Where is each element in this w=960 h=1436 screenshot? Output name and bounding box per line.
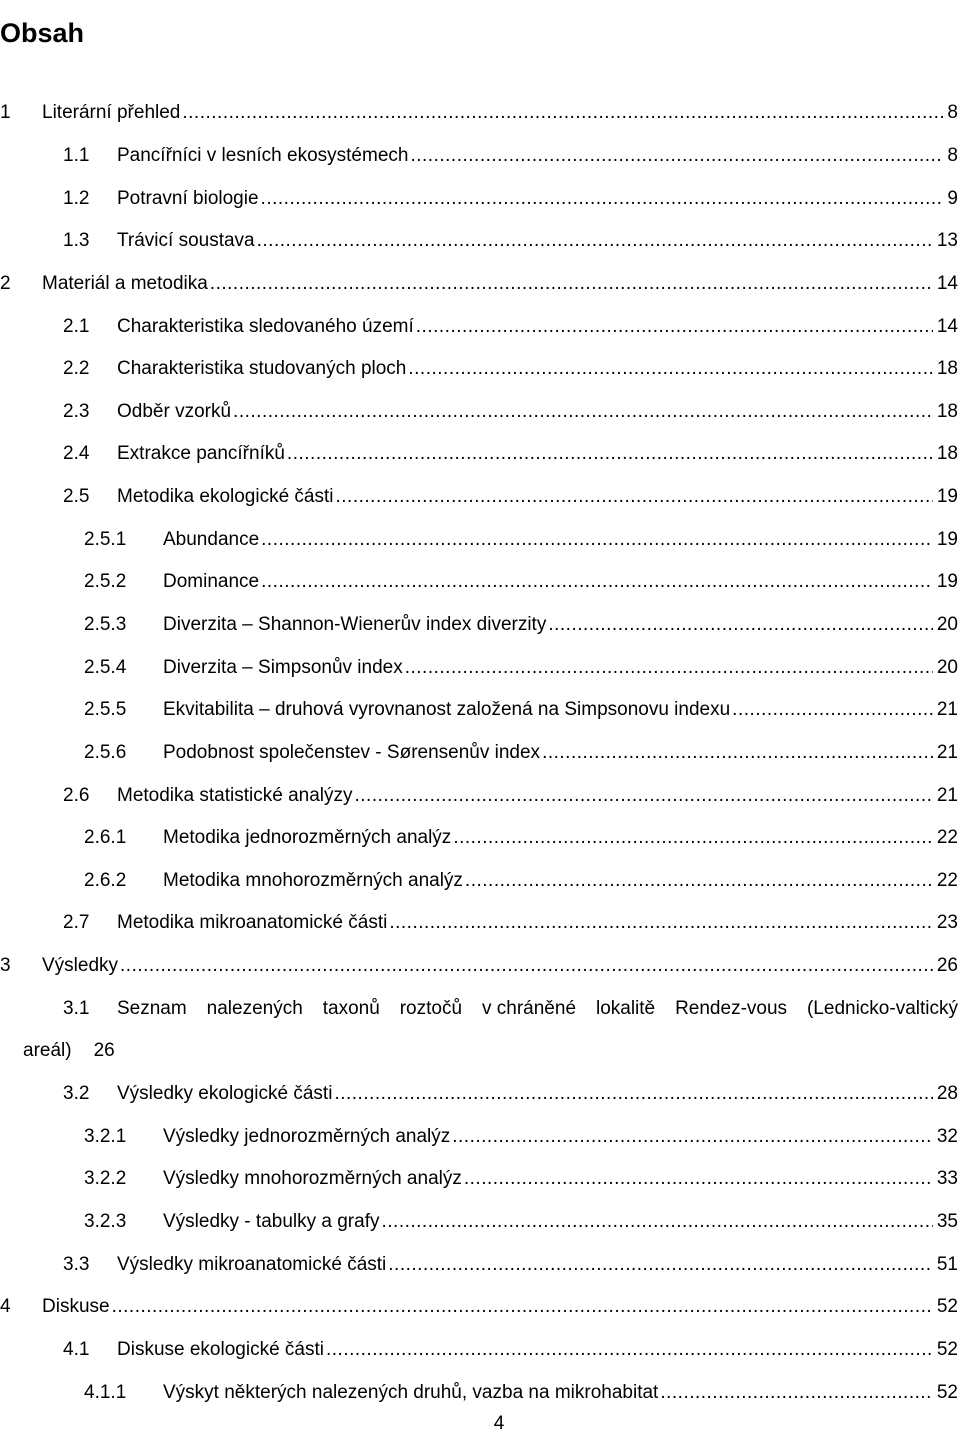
- toc-entry[interactable]: [0, 220, 960, 263]
- toc-entry-number: 2.5: [63, 486, 90, 508]
- toc-entry-number: 3.2.1: [84, 1125, 127, 1147]
- toc-entry-title: Charakteristika studovaných ploch: [117, 358, 407, 380]
- toc-entry-title: Extrakce pancířníků: [117, 443, 285, 465]
- toc-entry-number: 3.2.2: [84, 1168, 127, 1190]
- toc-dot-leader: [405, 657, 933, 679]
- toc-entry-title: Literární přehled: [42, 102, 181, 124]
- table-of-contents: [0, 92, 960, 1414]
- toc-entry[interactable]: [0, 518, 960, 561]
- toc-dot-leader: [355, 785, 933, 807]
- toc-entry-title: Výsledky mikroanatomické části: [117, 1253, 387, 1275]
- toc-entry-number: 2.6.2: [84, 869, 127, 891]
- toc-dot-leader: [334, 1083, 932, 1105]
- toc-entry-page: 19: [936, 486, 958, 508]
- toc-entry-title: Podobnost společenstev - Sørensenův index: [163, 741, 541, 763]
- toc-entry[interactable]: [0, 1286, 960, 1329]
- toc-entry[interactable]: [0, 1329, 960, 1372]
- toc-entry-page: 14: [936, 315, 958, 337]
- toc-entry[interactable]: [0, 646, 960, 689]
- toc-entry-number: 1.1: [63, 144, 90, 166]
- toc-dot-leader: [326, 1339, 933, 1361]
- toc-part-1: [0, 92, 960, 987]
- toc-entry-number: 2: [0, 272, 11, 294]
- toc-entry[interactable]: [0, 1371, 960, 1414]
- toc-entry-page: 51: [936, 1253, 958, 1275]
- toc-dot-leader: [464, 1168, 933, 1190]
- toc-entry-page: 21: [936, 784, 958, 806]
- toc-entry-title: Ekvitabilita – druhová vyrovnanost založená na Simpsonovu indexu: [163, 699, 731, 721]
- toc-entry-page: 23: [936, 912, 958, 934]
- toc-entry-page: 22: [936, 827, 958, 849]
- toc-entry-title: Metodika jednorozměrných analýz: [163, 827, 452, 849]
- toc-entry-title: Charakteristika sledovaného území: [117, 315, 414, 337]
- toc-dot-leader: [112, 1296, 933, 1318]
- toc-dot-leader: [416, 316, 933, 338]
- toc-entry-number: 3: [0, 955, 11, 977]
- toc-entry-wrapped[interactable]: [0, 987, 960, 1030]
- toc-entry-number: 4.1.1: [84, 1381, 127, 1403]
- toc-entry-title: Výsledky mnohorozměrných analýz: [163, 1168, 462, 1190]
- toc-entry-page: 21: [936, 741, 958, 763]
- toc-entry-title: Odběr vzorků: [117, 400, 232, 422]
- toc-entry-page: 52: [936, 1381, 958, 1403]
- toc-entry-page: 52: [936, 1338, 958, 1360]
- toc-dot-leader: [261, 571, 933, 593]
- toc-entry-wrapped-continuation[interactable]: [0, 1030, 960, 1073]
- page-title: Obsah: [0, 18, 85, 49]
- toc-entry-title: Dominance: [163, 571, 260, 593]
- toc-entry-title: Diskuse: [42, 1296, 110, 1318]
- toc-entry-title: Výsledky: [42, 955, 119, 977]
- toc-dot-leader: [388, 1254, 933, 1276]
- toc-dot-leader: [452, 1126, 933, 1148]
- toc-entry[interactable]: [0, 92, 960, 135]
- toc-entry-title: Metodika statistické analýzy: [117, 784, 353, 806]
- toc-entry-page: 18: [936, 358, 958, 380]
- toc-dot-leader: [287, 443, 933, 465]
- toc-entry[interactable]: [0, 817, 960, 860]
- toc-entry[interactable]: [0, 1158, 960, 1201]
- toc-entry[interactable]: [0, 902, 960, 945]
- toc-entry-number: 1.3: [63, 230, 90, 252]
- toc-entry-number: 2.5.1: [84, 528, 127, 550]
- toc-entry-title: Diverzita – Shannon-Wienerův index diverzity: [163, 614, 547, 635]
- toc-entry-title-word: (Lednicko-valtický: [806, 997, 958, 1019]
- toc-entry[interactable]: [0, 1201, 960, 1244]
- toc-entry-number: 3.2.3: [84, 1210, 127, 1232]
- toc-entry-page: 32: [936, 1125, 958, 1147]
- toc-dot-leader: [120, 955, 933, 977]
- toc-entry[interactable]: [0, 945, 960, 988]
- toc-entry-title-word: lokalitě: [595, 997, 656, 1019]
- toc-entry-number: 2.5.4: [84, 656, 127, 678]
- toc-dot-leader: [408, 358, 932, 380]
- toc-entry-number: 1.2: [63, 187, 90, 209]
- toc-entry-number: 4.1: [63, 1338, 90, 1360]
- toc-entry[interactable]: [0, 1073, 960, 1116]
- toc-entry-number: 2.5.5: [84, 699, 127, 721]
- toc-entry-page: 14: [936, 272, 958, 294]
- toc-part-2: [0, 1073, 960, 1414]
- toc-entry-title: Metodika mnohorozměrných analýz: [163, 869, 463, 891]
- toc-entry-page: 18: [936, 443, 958, 465]
- toc-entry[interactable]: [0, 774, 960, 817]
- toc-entry-number: 3.2: [63, 1083, 90, 1105]
- toc-entry-page: 13: [936, 230, 958, 252]
- toc-entry-number: 2.5.2: [84, 571, 127, 593]
- toc-entry[interactable]: [0, 604, 960, 647]
- toc-entry-page: 22: [936, 869, 958, 891]
- toc-entry-title: Diverzita – Simpsonův index: [163, 656, 403, 678]
- toc-entry[interactable]: [0, 860, 960, 903]
- toc-dot-leader: [261, 529, 933, 551]
- toc-entry-title: Metodika ekologické části: [117, 486, 334, 508]
- toc-entry-title-word: nalezených: [206, 997, 303, 1019]
- toc-dot-leader: [261, 188, 944, 210]
- toc-dot-leader: [257, 230, 933, 252]
- toc-entry[interactable]: [0, 433, 960, 476]
- toc-entry[interactable]: [0, 476, 960, 519]
- toc-entry-title: Výsledky ekologické části: [117, 1083, 333, 1105]
- toc-entry-title-word: Seznam: [117, 997, 187, 1019]
- toc-dot-leader: [336, 486, 933, 508]
- toc-entry-title: Materiál a metodika: [42, 272, 208, 294]
- toc-entry-number: 2.7: [63, 912, 90, 934]
- toc-entry-page: 19: [936, 528, 958, 550]
- toc-entry-title: [117, 998, 960, 1020]
- toc-entry-page: 20: [936, 656, 958, 678]
- toc-entry-page: 35: [936, 1210, 958, 1232]
- page-number: 4: [493, 1413, 505, 1434]
- toc-entry-title-word: taxonů: [322, 997, 380, 1019]
- toc-entry-number: 2.5.3: [84, 614, 127, 635]
- toc-entry-number: 2.2: [63, 358, 90, 380]
- toc-entry-page: 9: [947, 187, 958, 209]
- toc-entry-title: Abundance: [163, 528, 260, 550]
- toc-dot-leader: [732, 699, 933, 721]
- toc-entry[interactable]: [0, 305, 960, 348]
- toc-dot-leader: [389, 912, 933, 934]
- toc-entry-title: Potravní biologie: [117, 187, 259, 209]
- toc-entry-number: 2.1: [63, 315, 90, 337]
- toc-entry-number: 3.3: [63, 1253, 90, 1275]
- toc-entry[interactable]: [0, 135, 960, 178]
- toc-dot-leader: [542, 742, 933, 764]
- toc-entry[interactable]: [0, 1243, 960, 1286]
- toc-entry-title: Pancířníci v lesních ekosystémech: [117, 144, 409, 166]
- toc-entry-title-word: Rendez-vous: [675, 997, 788, 1019]
- toc-entry[interactable]: [0, 177, 960, 220]
- toc-entry[interactable]: [0, 732, 960, 775]
- toc-dot-leader: [660, 1382, 933, 1404]
- toc-entry-title: Trávicí soustava: [117, 230, 255, 252]
- toc-entry-title: Diskuse ekologické části: [117, 1338, 324, 1360]
- toc-dot-leader: [381, 1211, 932, 1233]
- toc-entry-title: Výskyt některých nalezených druhů, vazba na mikrohabitat: [163, 1381, 659, 1403]
- toc-entry-page: 33: [936, 1168, 958, 1190]
- toc-entry-page: 20: [936, 614, 958, 635]
- toc-entry[interactable]: [0, 689, 960, 732]
- toc-entry[interactable]: [0, 348, 960, 391]
- toc-dot-leader: [233, 401, 933, 423]
- toc-entry-number: 2.3: [63, 400, 90, 422]
- toc-entry-title-word: roztočů: [399, 997, 463, 1019]
- toc-dot-leader: [548, 614, 933, 636]
- toc-entry-title: Metodika mikroanatomické části: [117, 912, 388, 934]
- toc-entry-title: Výsledky - tabulky a grafy: [163, 1210, 380, 1232]
- toc-entry-number: 1: [0, 102, 11, 124]
- toc-entry-number: 4: [0, 1296, 11, 1318]
- toc-entry-title-word: v chráněné: [482, 997, 577, 1019]
- toc-entry-title: Výsledky jednorozměrných analýz: [163, 1125, 451, 1147]
- toc-entry-page: 28: [936, 1083, 958, 1105]
- toc-entry-number: 2.6: [63, 784, 90, 806]
- toc-dot-leader: [182, 102, 943, 124]
- toc-entry-title-continuation: areál): [23, 1040, 72, 1062]
- toc-entry-number: 2.5.6: [84, 741, 127, 763]
- toc-entry-number: 2.6.1: [84, 827, 127, 849]
- toc-entry[interactable]: [0, 263, 960, 306]
- toc-dot-leader: [453, 827, 933, 849]
- toc-dot-leader: [210, 273, 933, 295]
- toc-entry-page: 21: [936, 699, 958, 721]
- toc-entry-page: 26: [936, 955, 958, 977]
- toc-dot-leader: [410, 145, 943, 167]
- toc-entry-page: 8: [947, 102, 958, 124]
- toc-entry-page: 18: [936, 400, 958, 422]
- toc-entry[interactable]: [0, 390, 960, 433]
- toc-entry-page: 19: [936, 571, 958, 593]
- toc-entry[interactable]: [0, 561, 960, 604]
- toc-entry-page: 26: [93, 1040, 115, 1062]
- toc-entry-number: 2.4: [63, 443, 90, 465]
- toc-entry-number: 3.1: [63, 997, 90, 1019]
- toc-entry[interactable]: [0, 1115, 960, 1158]
- toc-entry-page: 8: [947, 144, 958, 166]
- toc-entry-page: 52: [936, 1296, 958, 1318]
- toc-dot-leader: [465, 870, 933, 892]
